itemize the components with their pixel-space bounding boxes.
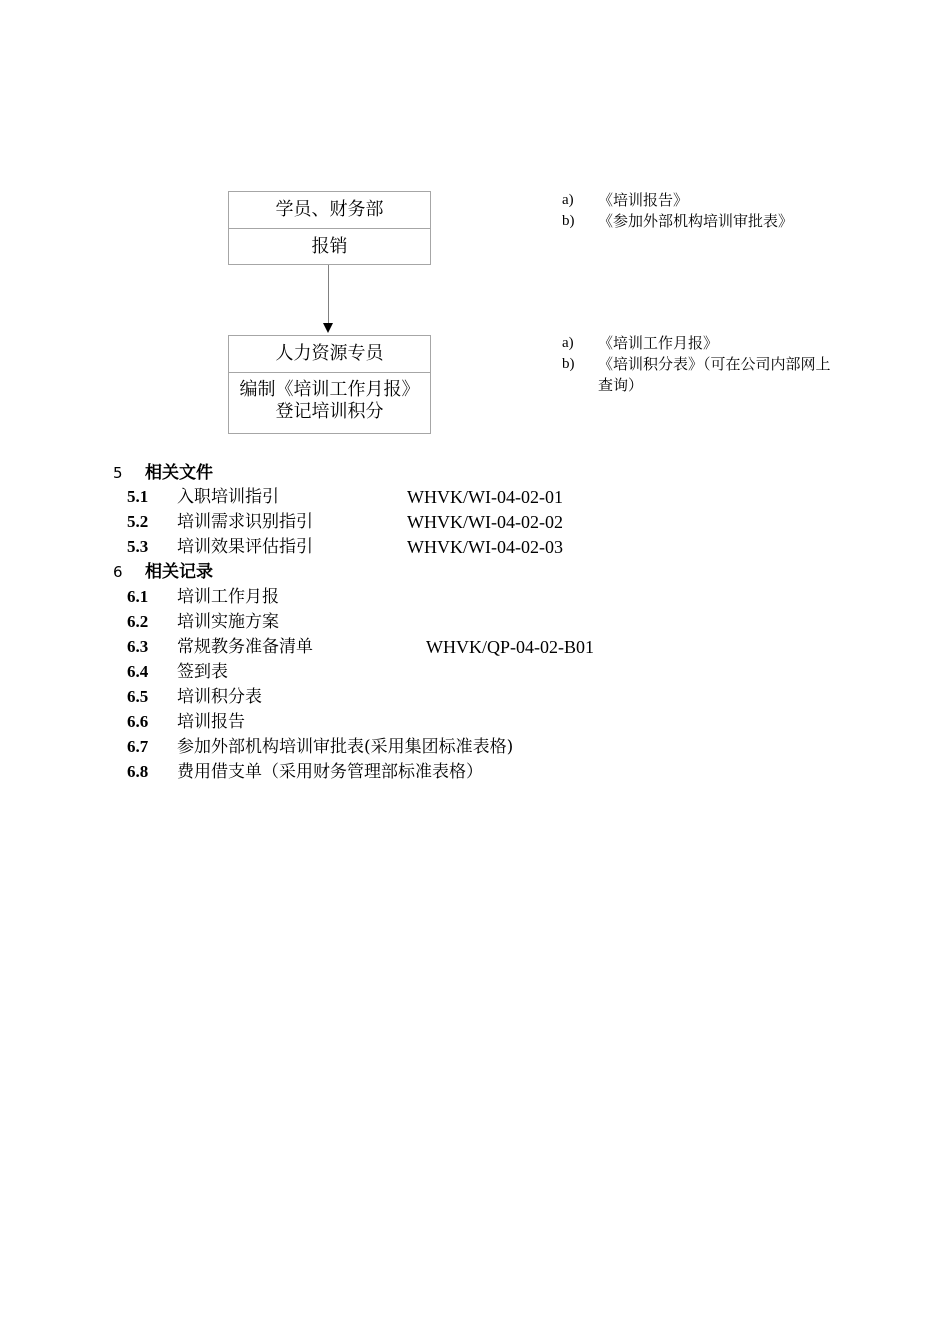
list-item — [127, 685, 262, 709]
note-marker: a) — [562, 192, 574, 208]
item-text: 培训需求识别指引 — [177, 512, 313, 532]
item-text: 常规教务准备清单 — [177, 637, 313, 657]
item-text: 培训积分表 — [177, 687, 262, 707]
flow-box-reimbursement — [228, 191, 431, 265]
section-heading-related-documents — [113, 461, 213, 485]
flow-role: 学员、财务部 — [229, 192, 430, 229]
item-number: 5.1 — [127, 487, 149, 506]
section-title: 相关文件 — [145, 463, 213, 483]
flow-action: 报销 — [311, 236, 348, 257]
item-text: 入职培训指引 — [177, 487, 279, 507]
note-marker: b) — [562, 356, 575, 372]
list-item — [127, 735, 513, 759]
item-code: WHVK/WI-04-02-02 — [407, 512, 563, 532]
item-text: 参加外部机构培训审批表(采用集团标准表格) — [177, 737, 514, 757]
note-marker: b) — [562, 213, 575, 229]
note-text: 《培训工作月报》 — [598, 334, 719, 352]
flow-notes-hr — [562, 333, 852, 396]
note-text: 《参加外部机构培训审批表》 — [598, 212, 794, 230]
note-text: 《培训报告》 — [598, 191, 689, 209]
item-number: 5.2 — [127, 512, 149, 531]
section-number: 6 — [113, 563, 123, 581]
list-item — [127, 660, 228, 684]
section-title: 相关记录 — [145, 562, 213, 582]
item-text: 费用借支单（采用财务管理部标准表格） — [177, 762, 483, 782]
list-item — [127, 610, 279, 634]
flow-box-hr-specialist — [228, 335, 431, 434]
note-marker: a) — [562, 335, 574, 351]
list-item — [127, 485, 563, 509]
note-text: 《培训积分表》（可在公司内部网上查询） — [598, 355, 831, 394]
item-number: 5.3 — [127, 537, 149, 556]
item-code: WHVK/WI-04-02-03 — [407, 537, 563, 557]
item-text: 培训工作月报 — [177, 587, 279, 607]
note-row — [562, 190, 852, 211]
flow-action-text: 编制《培训工作月报》 — [239, 379, 420, 400]
list-item — [127, 710, 245, 734]
flow-connector-line — [328, 265, 329, 323]
item-code: WHVK/QP-04-02-B01 — [426, 637, 594, 657]
item-text: 签到表 — [177, 662, 228, 682]
section-number: 5 — [113, 464, 123, 482]
item-number: 6.4 — [127, 662, 149, 681]
item-number: 6.6 — [127, 712, 149, 731]
flow-role: 人力资源专员 — [229, 336, 430, 373]
list-item — [127, 635, 594, 659]
item-number: 6.2 — [127, 612, 149, 631]
list-item — [127, 760, 483, 784]
section-heading-related-records — [113, 560, 213, 584]
item-number: 6.8 — [127, 762, 149, 781]
list-item — [127, 535, 563, 559]
list-item — [127, 510, 563, 534]
flow-notes-reimbursement — [562, 190, 852, 232]
note-row — [562, 211, 852, 232]
item-code: WHVK/WI-04-02-01 — [407, 487, 563, 507]
item-number: 6.1 — [127, 587, 149, 606]
flow-action — [229, 373, 430, 433]
item-number: 6.7 — [127, 737, 149, 756]
note-row — [562, 333, 852, 354]
note-row — [562, 354, 852, 396]
flow-arrowhead-icon — [323, 323, 333, 333]
item-number: 6.3 — [127, 637, 149, 656]
item-number: 6.5 — [127, 687, 149, 706]
item-text: 培训实施方案 — [177, 612, 279, 632]
item-text: 培训效果评估指引 — [177, 537, 313, 557]
flow-action-text-cut: 登记培训积分 — [275, 401, 384, 422]
item-text: 培训报告 — [177, 712, 245, 732]
list-item — [127, 585, 279, 609]
